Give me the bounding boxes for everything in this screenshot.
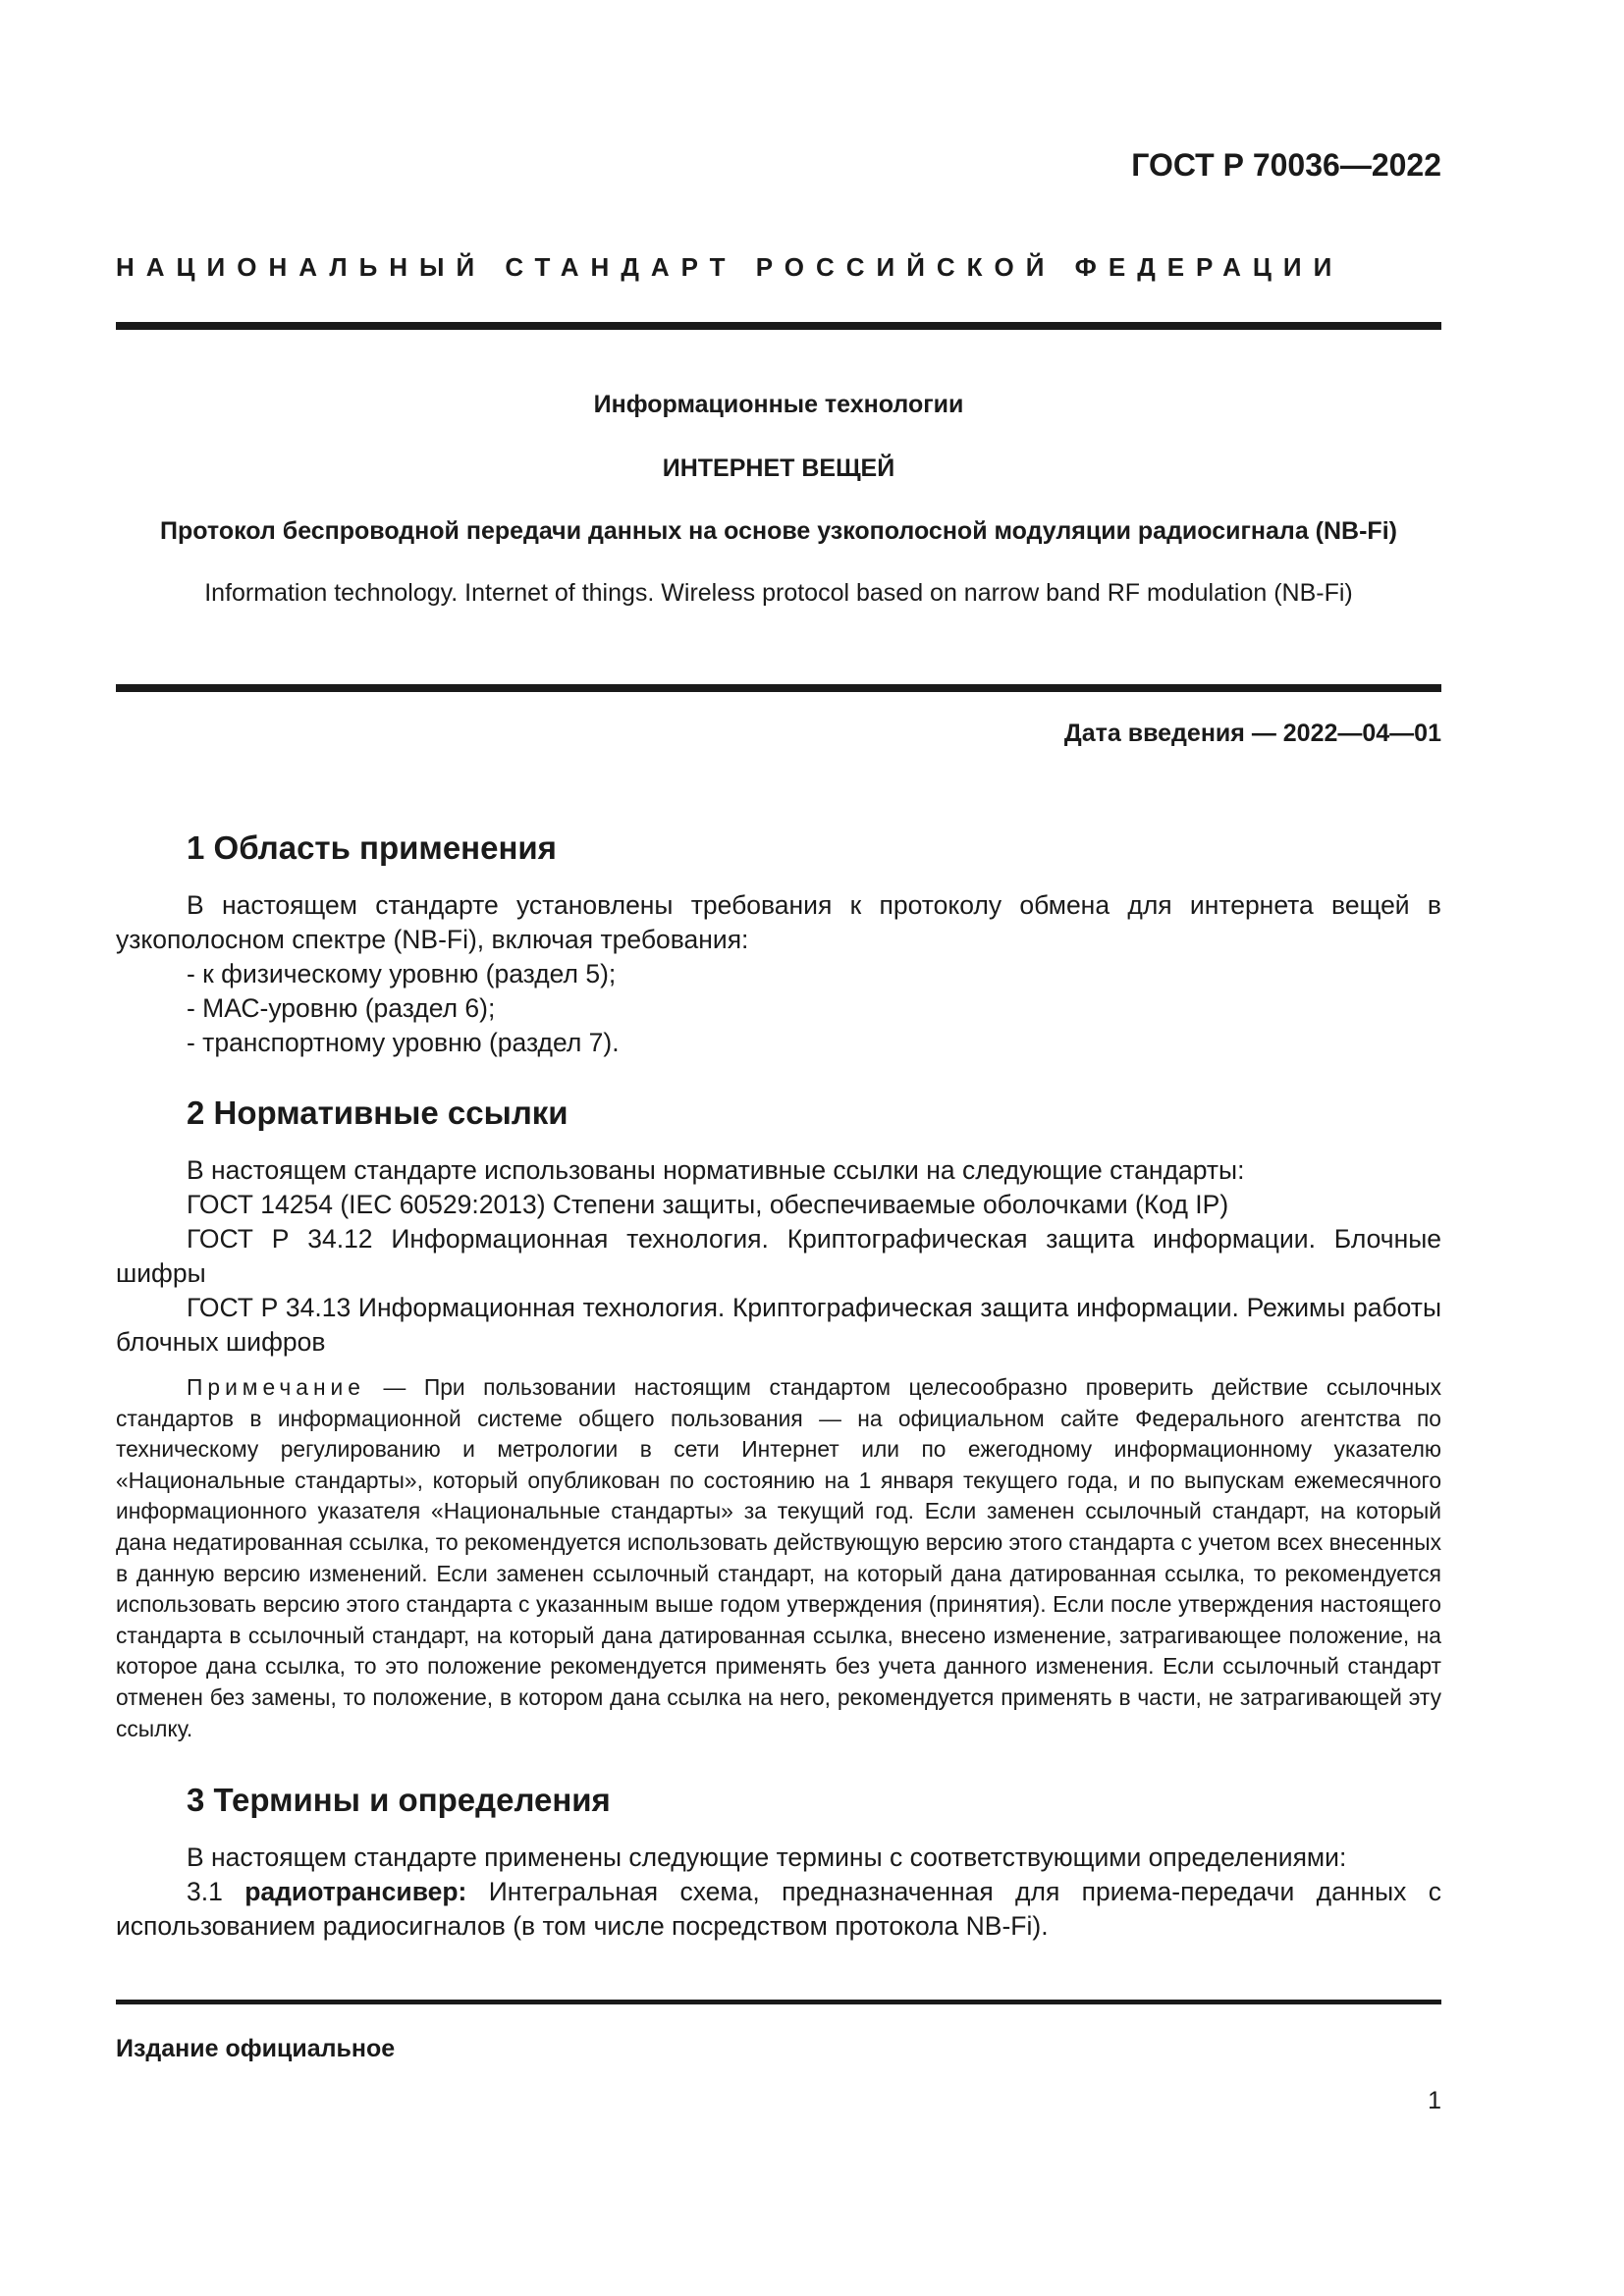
note-label: Примечание bbox=[187, 1374, 365, 1400]
section-1-paragraph: В настоящем стандарте установлены требования к протоколу обмена для интернета вещей в узкополосном спектре (NB-Fi), включая требования: bbox=[116, 890, 1441, 954]
page-number: 1 bbox=[1428, 2087, 1441, 2114]
section-2-body bbox=[116, 1153, 1441, 1360]
section-1-heading: 1 Область применения bbox=[187, 829, 557, 866]
note-text: — При пользовании настоящим стандартом целесообразно проверить действие ссылочных стандартов в информационной системе общего пользования — на официальном сайте Федерального агентства по техническому регулированию и метрологии в сети Интернет или по ежегодному информационному указателю «Национальные стандарты», который опубликован по состоянию на 1 января текущего года, и по выпускам ежемесячного информационного указателя «Национальные стандарты» за текущий год. Если заменен ссылочный стандарт, на который дана недатированная ссылка, то рекомендуется использовать действующую версию этого стандарта с учетом всех внесенных в данную версию изменений. Если заменен ссылочный стандарт, на который дана датированная ссылка, то рекомендуется использовать версию этого стандарта с указанным выше годом утверждения (принятия). Если после утверждения настоящего стандарта в ссылочный стандарт, на который дана датированная ссылка, внесено изменение, затрагивающее положение, на которое дана ссылка, то это положение рекомендуется применять без учета данного изменения. Если ссылочный стандарт отменен без замены, то положение, в котором дана ссылка на него, рекомендуется применять в части, не затрагивающей эту ссылку. bbox=[116, 1374, 1441, 1741]
term-definition bbox=[116, 1875, 1441, 1944]
reference-item: ГОСТ Р 34.13 Информационная технология. Криптографическая защита информации. Режимы работы блочных шифров bbox=[116, 1293, 1441, 1357]
list-item: - к физическому уровню (раздел 5); bbox=[187, 959, 617, 988]
section-2-paragraph: В настоящем стандарте использованы нормативные ссылки на следующие стандарты: bbox=[187, 1155, 1245, 1185]
section-3-paragraph: В настоящем стандарте применены следующие термины с соответствующими определениями: bbox=[187, 1842, 1347, 1872]
term-name: радиотрансивер: bbox=[244, 1877, 467, 1906]
intro-date: Дата введения — 2022—04—01 bbox=[1063, 720, 1441, 747]
section-3-body bbox=[116, 1841, 1441, 1944]
divider-top bbox=[116, 322, 1441, 330]
official-edition: Издание официальное bbox=[116, 2035, 396, 2062]
reference-item: ГОСТ 14254 (IEC 60529:2013) Степени защиты, обеспечиваемые оболочками (Код IP) bbox=[187, 1190, 1229, 1219]
title-english: Information technology. Internet of things. Wireless protocol based on narrow band RF modulation (NB-Fi) bbox=[204, 579, 1353, 607]
document-number: ГОСТ Р 70036—2022 bbox=[1131, 147, 1441, 183]
reference-item: ГОСТ Р 34.12 Информационная технология. Криптографическая защита информации. Блочные шифры bbox=[116, 1224, 1441, 1288]
divider-mid bbox=[116, 684, 1441, 692]
section-1-body bbox=[116, 888, 1441, 1060]
title-line-3: Протокол беспроводной передачи данных на основе узкополосной модуляции радиосигнала (NB-Fi) bbox=[160, 517, 1397, 545]
term-text: Интегральная схема, предназначенная для приема-передачи данных с использованием радиосигналов (в том числе посредством протокола NB-Fi). bbox=[116, 1877, 1441, 1941]
list-item: - транспортному уровню (раздел 7). bbox=[187, 1028, 620, 1057]
section-1-list bbox=[116, 957, 1441, 1060]
divider-bottom bbox=[116, 2000, 1441, 2004]
list-item: - МАС-уровню (раздел 6); bbox=[187, 993, 496, 1023]
title-line-2: ИНТЕРНЕТ ВЕЩЕЙ bbox=[662, 454, 895, 482]
term-number: 3.1 bbox=[187, 1877, 245, 1906]
section-2-heading: 2 Нормативные ссылки bbox=[187, 1095, 568, 1131]
section-3-heading: 3 Термины и определения bbox=[187, 1782, 611, 1818]
national-standard-banner: НАЦИОНАЛЬНЫЙ СТАНДАРТ РОССИЙСКОЙ ФЕДЕРАЦИИ bbox=[116, 252, 1344, 282]
title-line-1: Информационные технологии bbox=[593, 391, 964, 418]
note-paragraph bbox=[116, 1372, 1441, 1744]
